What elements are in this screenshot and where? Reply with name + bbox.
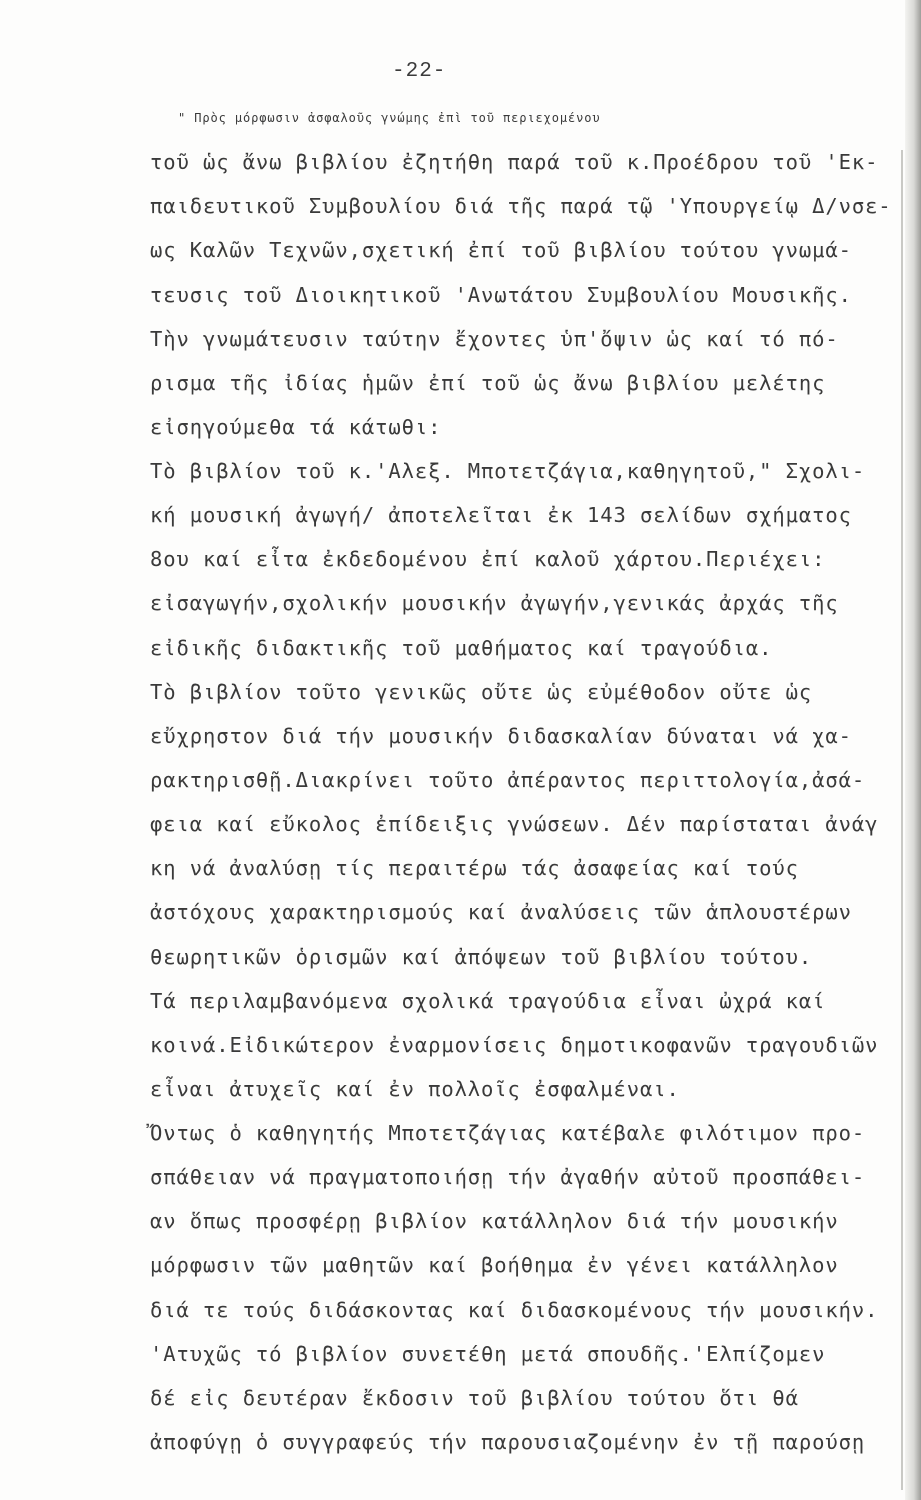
page-edge-line xyxy=(901,150,903,1490)
text-line: ἀποφύγῃ ὁ συγγραφεύς τήν παρουσιαζομένην ἐν τῇ παρούσῃ xyxy=(150,1430,866,1454)
text-line: τοῦ ὡς ἄνω βιβλίου ἐζητήθη παρά τοῦ κ.Προέδρου τοῦ 'Εκ- xyxy=(150,150,879,174)
text-line: ρισμα τῆς ἰδίας ἡμῶν ἐπί τοῦ ὡς ἄνω βιβλίου μελέτης xyxy=(150,371,826,395)
text-line: σπάθειαν νά πραγματοποιήσῃ τήν ἀγαθήν αὐτοῦ προσπάθει- xyxy=(150,1165,866,1189)
page-number: -22- xyxy=(392,60,447,83)
text-line: εὔχρηστον διά τήν μουσικήν διδασκαλίαν δύναται νά χα- xyxy=(150,724,852,748)
text-line: μόρφωσιν τῶν μαθητῶν καί βοήθημα ἐν γένει κατάλληλον xyxy=(150,1253,839,1277)
text-line: εἶναι ἀτυχεῖς καί ἐν πολλοῖς ἐσφαλμέναι. xyxy=(150,1077,680,1101)
text-line: Ὄντως ὁ καθηγητής Μποτετζάγιας κατέβαλε φιλότιμον προ- xyxy=(150,1121,866,1145)
text-line: κη νά ἀναλύσῃ τίς περαιτέρω τάς ἀσαφείας καί τούς xyxy=(150,856,799,880)
text-line: κή μουσική ἀγωγή/ ἀποτελεῖται ἐκ 143 σελίδων σχήματος xyxy=(150,503,852,527)
text-line: Τά περιλαμβανόμενα σχολικά τραγούδια εἶναι ὠχρά καί xyxy=(150,989,826,1013)
text-line: ρακτηρισθῇ.Διακρίνει τοῦτο ἀπέραντος περιττολογία,ἀσά- xyxy=(150,768,866,792)
text-line: φεια καί εὔκολος ἐπίδειξις γνώσεων. Δέν παρίσταται ἀνάγ xyxy=(150,812,879,836)
text-line: διά τε τούς διδάσκοντας καί διδασκομένους τήν μουσικήν. xyxy=(150,1298,879,1322)
text-line: ἀστόχους χαρακτηρισμούς καί ἀναλύσεις τῶν ἁπλουστέρων xyxy=(150,900,852,924)
text-line: θεωρητικῶν ὁρισμῶν καί ἀπόψεων τοῦ βιβλίου τούτου. xyxy=(150,945,813,969)
text-line: εἰδικῆς διδακτικῆς τοῦ μαθήματος καί τραγούδια. xyxy=(150,636,773,660)
text-line: " Πρὸς μόρφωσιν ἀσφαλοῦς γνώμης ἐπὶ τοῦ περιεχομένου xyxy=(178,111,601,125)
text-line: δέ εἰς δευτέραν ἔκδοσιν τοῦ βιβλίου τούτου ὅτι θά xyxy=(150,1386,799,1410)
text-line: εἰσαγωγήν,σχολικήν μουσικήν ἀγωγήν,γενικάς ἀρχάς τῆς xyxy=(150,591,839,615)
text-line: 'Ατυχῶς τό βιβλίον συνετέθη μετά σπουδῆς.'Ελπίζομεν xyxy=(150,1342,826,1366)
text-line: εἰσηγούμεθα τά κάτωθι: xyxy=(150,415,442,439)
text-line: Τὸ βιβλίον τοῦ κ.'Αλεξ. Μποτετζάγια,καθηγητοῦ," Σχολι- xyxy=(150,459,866,483)
page-edge-shadow xyxy=(905,0,921,1500)
text-line: αν ὅπως προσφέρῃ βιβλίον κατάλληλον διά τήν μουσικήν xyxy=(150,1209,839,1233)
text-line: κοινά.Εἰδικώτερον ἐναρμονίσεις δημοτικοφανῶν τραγουδιῶν xyxy=(150,1033,879,1057)
text-line: Τὴν γνωμάτευσιν ταύτην ἔχοντες ὑπ'ὄψιν ὡς καί τό πό- xyxy=(150,327,839,351)
text-line: παιδευτικοῦ Συμβουλίου διά τῆς παρά τῷ 'Υπουργείῳ Δ/νσε- xyxy=(150,194,892,218)
text-line: τευσις τοῦ Διοικητικοῦ 'Ανωτάτου Συμβουλίου Μουσικῆς. xyxy=(150,283,852,307)
text-line: Τὸ βιβλίον τοῦτο γενικῶς οὔτε ὡς εὐμέθοδον οὔτε ὡς xyxy=(150,680,813,704)
text-line: 8ου καί εἶτα ἐκδεδομένου ἐπί καλοῦ χάρτου.Περιέχει: xyxy=(150,547,826,571)
text-line: ως Καλῶν Τεχνῶν,σχετική ἐπί τοῦ βιβλίου τούτου γνωμά- xyxy=(150,238,852,262)
